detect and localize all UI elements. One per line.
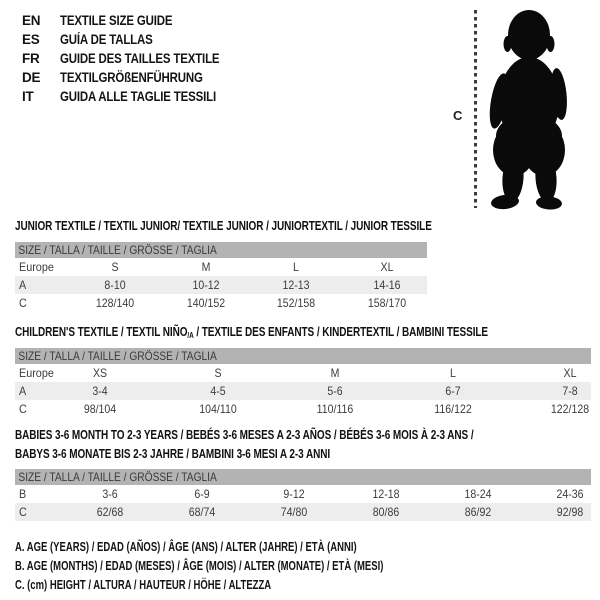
footnotes [15,538,500,595]
baby-silhouette-figure [486,8,570,212]
size-cell: 6-7 [445,384,461,398]
row-label: C [19,296,27,310]
size-cell: 110/116 [316,402,354,416]
size-cell: XL [563,366,577,380]
size-cell: 128/140 [96,296,135,310]
size-cell: XS [93,366,108,380]
table-header-label: SIZE / TALLA / TAILLE / GRÖSSE / TAGLIA [18,243,217,257]
lang-label: TEXTILE SIZE GUIDE [60,13,173,28]
table-header-label: SIZE / TALLA / TAILLE / GRÖSSE / TAGLIA [18,349,217,363]
size-cell: 9-12 [283,487,305,501]
table-header [15,348,591,364]
size-cell: 74/80 [280,505,307,519]
size-cell: L [449,366,456,380]
row-label: B [19,487,27,501]
lang-code: DE [22,70,41,85]
lang-label: GUIDE DES TAILLES TEXTILE [60,51,220,66]
language-title-block [22,11,248,106]
table-row [15,400,591,418]
size-cell: 62/68 [96,505,124,519]
footnote-c: C. (cm) HEIGHT / ALTURA / HAUTEUR / HÖHE / ALTEZZA [15,578,272,592]
lang-row-fr [22,49,248,68]
junior-table-title: JUNIOR TEXTILE / TEXTIL JUNIOR/ TEXTILE JUNIOR / JUNIORTEXTIL / JUNIOR TESSILE [15,219,432,233]
size-cell: M [330,366,340,380]
size-cell: 12-13 [282,278,310,292]
size-cell: XL [380,260,394,274]
size-cell: S [214,366,222,380]
size-cell: 10-12 [192,278,220,292]
size-cell: 152/158 [276,296,316,310]
size-cell: 12-18 [372,487,400,501]
table-row [15,382,591,400]
babies-size-table [15,469,591,521]
size-cell: 122/128 [551,402,590,416]
row-label: Europe [19,260,54,274]
baby-silhouette-icon [486,8,570,212]
table-row [15,485,591,503]
size-cell: 8-10 [104,278,126,292]
lang-row-it [22,87,248,106]
footnote-b: B. AGE (MONTHS) / EDAD (MESES) / ÂGE (MOIS) / ALTER (MONATE) / ETÀ (MESI) [15,559,384,573]
size-cell: 5-6 [327,384,343,398]
children-title-post: / TEXTILE DES ENFANTS / KINDERTEXTIL / BAMBINI TESSILE [193,325,489,339]
row-label: C [19,402,27,416]
size-cell: 3-4 [92,384,108,398]
children-title-pre: CHILDREN'S TEXTILE / TEXTIL NIÑO [15,325,188,339]
size-cell: 24-36 [556,487,584,501]
lang-label: GUÍA DE TALLAS [60,32,153,47]
footnote-a: A. AGE (YEARS) / EDAD (AÑOS) / ÂGE (ANS) / ALTER (JAHRE) / ETÀ (ANNI) [15,540,357,554]
lang-code: EN [22,13,41,28]
table-row [15,276,427,294]
size-cell: S [111,260,119,274]
table-row [15,258,427,276]
size-cell: 4-5 [210,384,226,398]
lang-code: IT [22,89,34,104]
size-cell: 92/98 [557,505,584,519]
size-cell: 86/92 [464,505,492,519]
table-row [15,503,591,521]
lang-label: GUIDA ALLE TAGLIE TESSILI [60,89,216,104]
lang-code: ES [22,32,40,47]
height-dotted-line [474,10,477,208]
row-label: A [19,278,27,292]
lang-row-es [22,30,248,49]
size-cell: 80/86 [372,505,400,519]
size-cell: 3-6 [102,487,118,501]
table-header-label: SIZE / TALLA / TAILLE / GRÖSSE / TAGLIA [18,470,217,484]
lang-row-en [22,11,248,30]
size-cell: 7-8 [562,384,578,398]
lang-code: FR [22,51,40,66]
size-cell: 68/74 [188,505,216,519]
row-label: Europe [19,366,54,380]
children-title-sub: /A [187,331,194,340]
size-cell: 18-24 [464,487,492,501]
children-table-title [15,323,488,345]
babies-table-title-line2: BABYS 3-6 MONATE BIS 2-3 JAHRE / BAMBINI 3-6 MESI A 2-3 ANNI [15,447,331,461]
babies-table-title-line1: BABIES 3-6 MONTH TO 2-3 YEARS / BEBÉS 3-6 MESES A 2-3 AÑOS / BÉBÉS 3-6 MOIS À 2-3 ANS / [15,428,474,442]
size-cell: 116/122 [434,402,472,416]
size-cell: M [201,260,211,274]
table-header [15,242,427,258]
size-cell: 98/104 [84,402,117,416]
table-row [15,294,427,312]
lang-label: TEXTILGRÖßENFÜHRUNG [60,70,203,85]
lang-row-de [22,68,248,87]
size-cell: L [293,260,299,274]
size-cell: 14-16 [373,278,401,292]
junior-size-table [15,242,427,312]
row-label: A [19,384,27,398]
figure-height-label: C [453,108,463,123]
table-header [15,469,591,485]
children-size-table [15,348,591,418]
size-cell: 140/152 [187,296,226,310]
size-cell: 104/110 [199,402,237,416]
table-row [15,364,591,382]
row-label: C [19,505,27,519]
size-cell: 158/170 [367,296,407,310]
size-cell: 6-9 [194,487,210,501]
